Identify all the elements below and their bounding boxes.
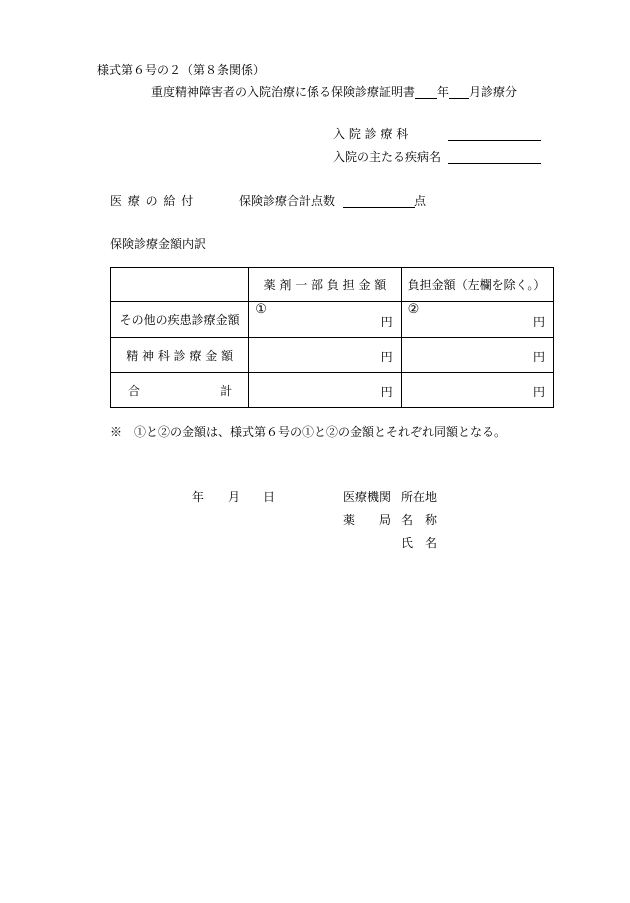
circle-marker-2: ② bbox=[407, 302, 420, 317]
table-row bbox=[111, 302, 554, 338]
yen-unit: 円 bbox=[532, 315, 545, 329]
benefit-label: 医 療 の 給 付 bbox=[110, 194, 195, 208]
yen-unit: 円 bbox=[380, 315, 393, 329]
date-day: 日 bbox=[263, 490, 276, 504]
breakdown-table bbox=[110, 267, 554, 408]
table-header-row bbox=[111, 268, 554, 302]
total-label-right: 計 bbox=[220, 383, 233, 398]
month-blank[interactable] bbox=[449, 87, 469, 99]
yen-unit: 円 bbox=[380, 385, 393, 399]
yen-unit: 円 bbox=[380, 350, 393, 364]
form-number: 様式第６号の２（第８条関係） bbox=[97, 63, 266, 77]
row-label-total bbox=[111, 373, 249, 408]
amount-cell[interactable] bbox=[249, 373, 401, 408]
points-label: 保険診療合計点数 bbox=[239, 194, 336, 208]
amount-cell[interactable] bbox=[401, 338, 553, 373]
table-row bbox=[111, 338, 554, 373]
pharmacy-label: 薬 局 bbox=[343, 513, 392, 527]
document-title bbox=[151, 85, 517, 99]
header-drug-copay: 薬 剤 一 部 負 担 金 額 bbox=[249, 268, 401, 302]
table-row bbox=[111, 373, 554, 408]
yen-unit: 円 bbox=[532, 350, 545, 364]
header-blank-cell bbox=[111, 268, 249, 302]
row-label-other-disease: その他の疾患診療金額 bbox=[111, 302, 249, 338]
total-label-left: 合 bbox=[128, 383, 141, 398]
disease-label: 入院の主たる疾病名 bbox=[333, 150, 442, 164]
yen-unit: 円 bbox=[532, 385, 545, 399]
address-label: 所在地 bbox=[401, 490, 438, 504]
disease-field[interactable] bbox=[448, 163, 541, 164]
title-main: 重度精神障害者の入院治療に係る保険診療証明書 bbox=[151, 85, 416, 99]
circle-marker-1: ① bbox=[255, 302, 267, 317]
name-label: 名 称 bbox=[401, 513, 438, 527]
breakdown-heading: 保険診療金額内訳 bbox=[110, 237, 207, 251]
row-label-psychiatric: 精 神 科 診 療 金 額 bbox=[111, 338, 249, 373]
points-field[interactable] bbox=[343, 207, 415, 208]
person-name-label: 氏 名 bbox=[401, 536, 438, 550]
date-year: 年 bbox=[192, 490, 205, 504]
note: ※ ①と②の金額は、様式第６号の①と②の金額とそれぞれ同額となる。 bbox=[110, 425, 507, 439]
date-month: 月 bbox=[228, 490, 241, 504]
department-label: 入 院 診 療 科 bbox=[333, 127, 409, 141]
department-field[interactable] bbox=[448, 140, 541, 141]
header-copay-other: 負担金額（左欄を除く。） bbox=[401, 268, 553, 302]
amount-cell-1[interactable] bbox=[249, 302, 401, 338]
points-unit: 点 bbox=[414, 194, 427, 208]
year-blank[interactable] bbox=[415, 87, 437, 99]
amount-cell[interactable] bbox=[401, 373, 553, 408]
amount-cell-2[interactable] bbox=[401, 302, 553, 338]
amount-cell[interactable] bbox=[249, 338, 401, 373]
title-year: 年 bbox=[437, 85, 450, 99]
title-month: 月診療分 bbox=[469, 85, 518, 99]
institution-label: 医療機関 bbox=[343, 490, 392, 504]
